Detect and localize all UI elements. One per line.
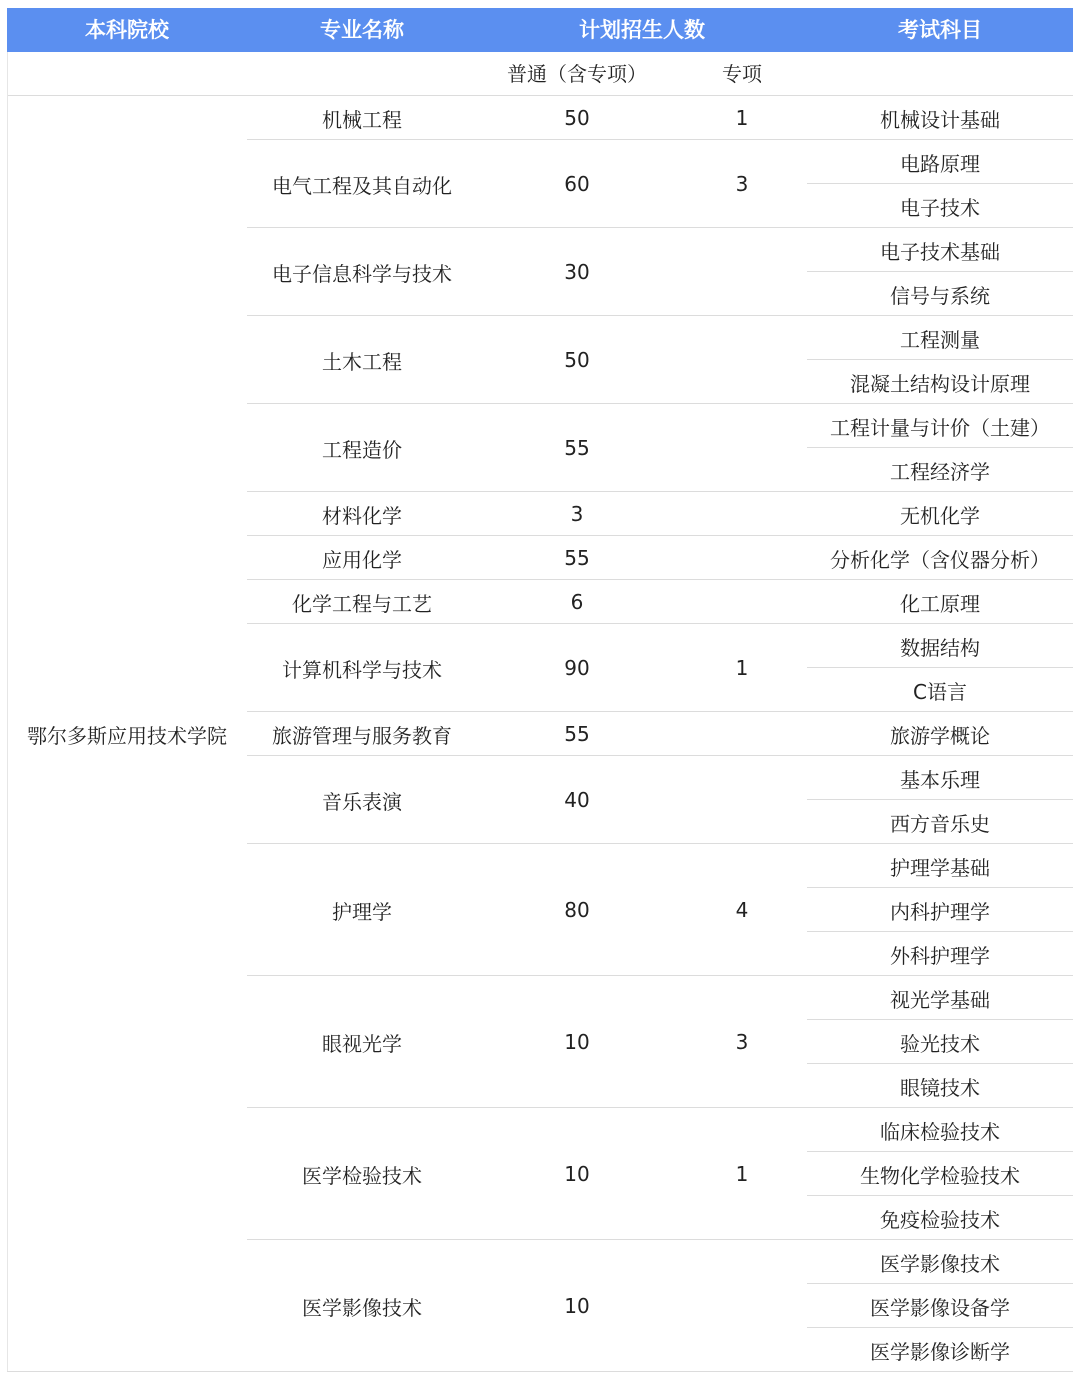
major-cell: 土木工程 xyxy=(322,349,402,374)
major-cell: 医学影像技术 xyxy=(302,1295,422,1320)
subject-cell: 工程测量 xyxy=(900,327,980,352)
subject-cell: 医学影像诊断学 xyxy=(870,1339,1010,1364)
special-count-cell: 1 xyxy=(735,1162,749,1186)
normal-count-cell: 60 xyxy=(564,172,590,196)
normal-count-cell: 55 xyxy=(564,722,590,746)
subject-cell: C语言 xyxy=(913,679,967,704)
normal-count-cell: 50 xyxy=(564,348,590,372)
header-plan: 计划招生人数 xyxy=(579,18,705,42)
major-cell: 应用化学 xyxy=(322,547,402,572)
subject-cell: 内科护理学 xyxy=(890,899,990,924)
subject-cell: 临床检验技术 xyxy=(880,1119,1000,1144)
special-count-cell xyxy=(677,756,807,844)
subject-cell: 混凝土结构设计原理 xyxy=(850,371,1030,396)
major-cell: 护理学 xyxy=(332,899,392,924)
special-count-cell: 4 xyxy=(735,898,749,922)
subject-cell: 基本乐理 xyxy=(900,767,980,792)
table-header xyxy=(7,8,1073,52)
subject-cell: 视光学基础 xyxy=(890,987,990,1012)
special-count-cell xyxy=(677,536,807,580)
subject-cell: 眼镜技术 xyxy=(900,1075,980,1100)
normal-count-cell: 55 xyxy=(564,436,590,460)
header-subjects: 考试科目 xyxy=(898,18,982,42)
special-count-cell: 3 xyxy=(735,1030,749,1054)
subject-cell: 信号与系统 xyxy=(890,283,990,308)
major-cell: 工程造价 xyxy=(322,437,402,462)
school-name: 鄂尔多斯应用技术学院 xyxy=(27,723,227,748)
major-cell: 医学检验技术 xyxy=(302,1163,422,1188)
subject-cell: 无机化学 xyxy=(900,503,980,528)
special-count-cell: 1 xyxy=(735,106,749,130)
subject-cell: 数据结构 xyxy=(900,635,980,660)
special-count-cell: 1 xyxy=(735,656,749,680)
subject-cell: 护理学基础 xyxy=(890,855,990,880)
subheader-normal: 普通（含专项） xyxy=(507,62,647,86)
major-cell: 音乐表演 xyxy=(322,789,402,814)
subject-cell: 机械设计基础 xyxy=(880,107,1000,132)
special-count-cell xyxy=(677,712,807,756)
major-cell: 机械工程 xyxy=(322,107,402,132)
normal-count-cell: 90 xyxy=(564,656,590,680)
normal-count-cell: 50 xyxy=(564,106,590,130)
normal-count-cell: 40 xyxy=(564,788,590,812)
subject-cell: 验光技术 xyxy=(900,1031,980,1056)
normal-count-cell: 3 xyxy=(570,502,584,526)
subject-cell: 工程计量与计价（土建） xyxy=(830,415,1050,440)
subject-cell: 西方音乐史 xyxy=(890,811,990,836)
major-cell: 旅游管理与服务教育 xyxy=(272,723,452,748)
major-cell: 化学工程与工艺 xyxy=(292,591,432,616)
special-count-cell xyxy=(677,316,807,404)
subject-cell: 电子技术 xyxy=(900,195,980,220)
major-cell: 计算机科学与技术 xyxy=(282,657,442,682)
special-count-cell xyxy=(677,404,807,492)
subject-cell: 电子技术基础 xyxy=(880,239,1000,264)
special-count-cell xyxy=(677,228,807,316)
subject-cell: 免疫检验技术 xyxy=(880,1207,1000,1232)
subject-cell: 旅游学概论 xyxy=(890,723,990,748)
major-cell: 电子信息科学与技术 xyxy=(272,261,452,286)
subheader-special: 专项 xyxy=(722,62,762,86)
subject-cell: 化工原理 xyxy=(900,591,980,616)
normal-count-cell: 55 xyxy=(564,546,590,570)
major-cell: 材料化学 xyxy=(322,503,402,528)
subject-cell: 外科护理学 xyxy=(890,943,990,968)
subject-cell: 医学影像设备学 xyxy=(870,1295,1010,1320)
normal-count-cell: 10 xyxy=(564,1162,590,1186)
subject-cell: 电路原理 xyxy=(900,151,980,176)
major-cell: 眼视光学 xyxy=(322,1031,402,1056)
special-count-cell: 3 xyxy=(735,172,749,196)
normal-count-cell: 80 xyxy=(564,898,590,922)
subject-cell: 生物化学检验技术 xyxy=(860,1163,1020,1188)
special-count-cell xyxy=(677,492,807,536)
subject-cell: 医学影像技术 xyxy=(880,1251,1000,1276)
special-count-cell xyxy=(677,580,807,624)
table-subheader xyxy=(7,52,1073,96)
special-count-cell xyxy=(677,1240,807,1372)
subject-cell: 工程经济学 xyxy=(890,459,990,484)
normal-count-cell: 10 xyxy=(564,1030,590,1054)
header-major: 专业名称 xyxy=(320,18,404,42)
subject-cell: 分析化学（含仪器分析） xyxy=(830,547,1050,572)
normal-count-cell: 6 xyxy=(570,590,584,614)
major-cell: 电气工程及其自动化 xyxy=(272,173,452,198)
header-school: 本科院校 xyxy=(85,18,169,42)
normal-count-cell: 10 xyxy=(564,1294,590,1318)
normal-count-cell: 30 xyxy=(564,260,590,284)
